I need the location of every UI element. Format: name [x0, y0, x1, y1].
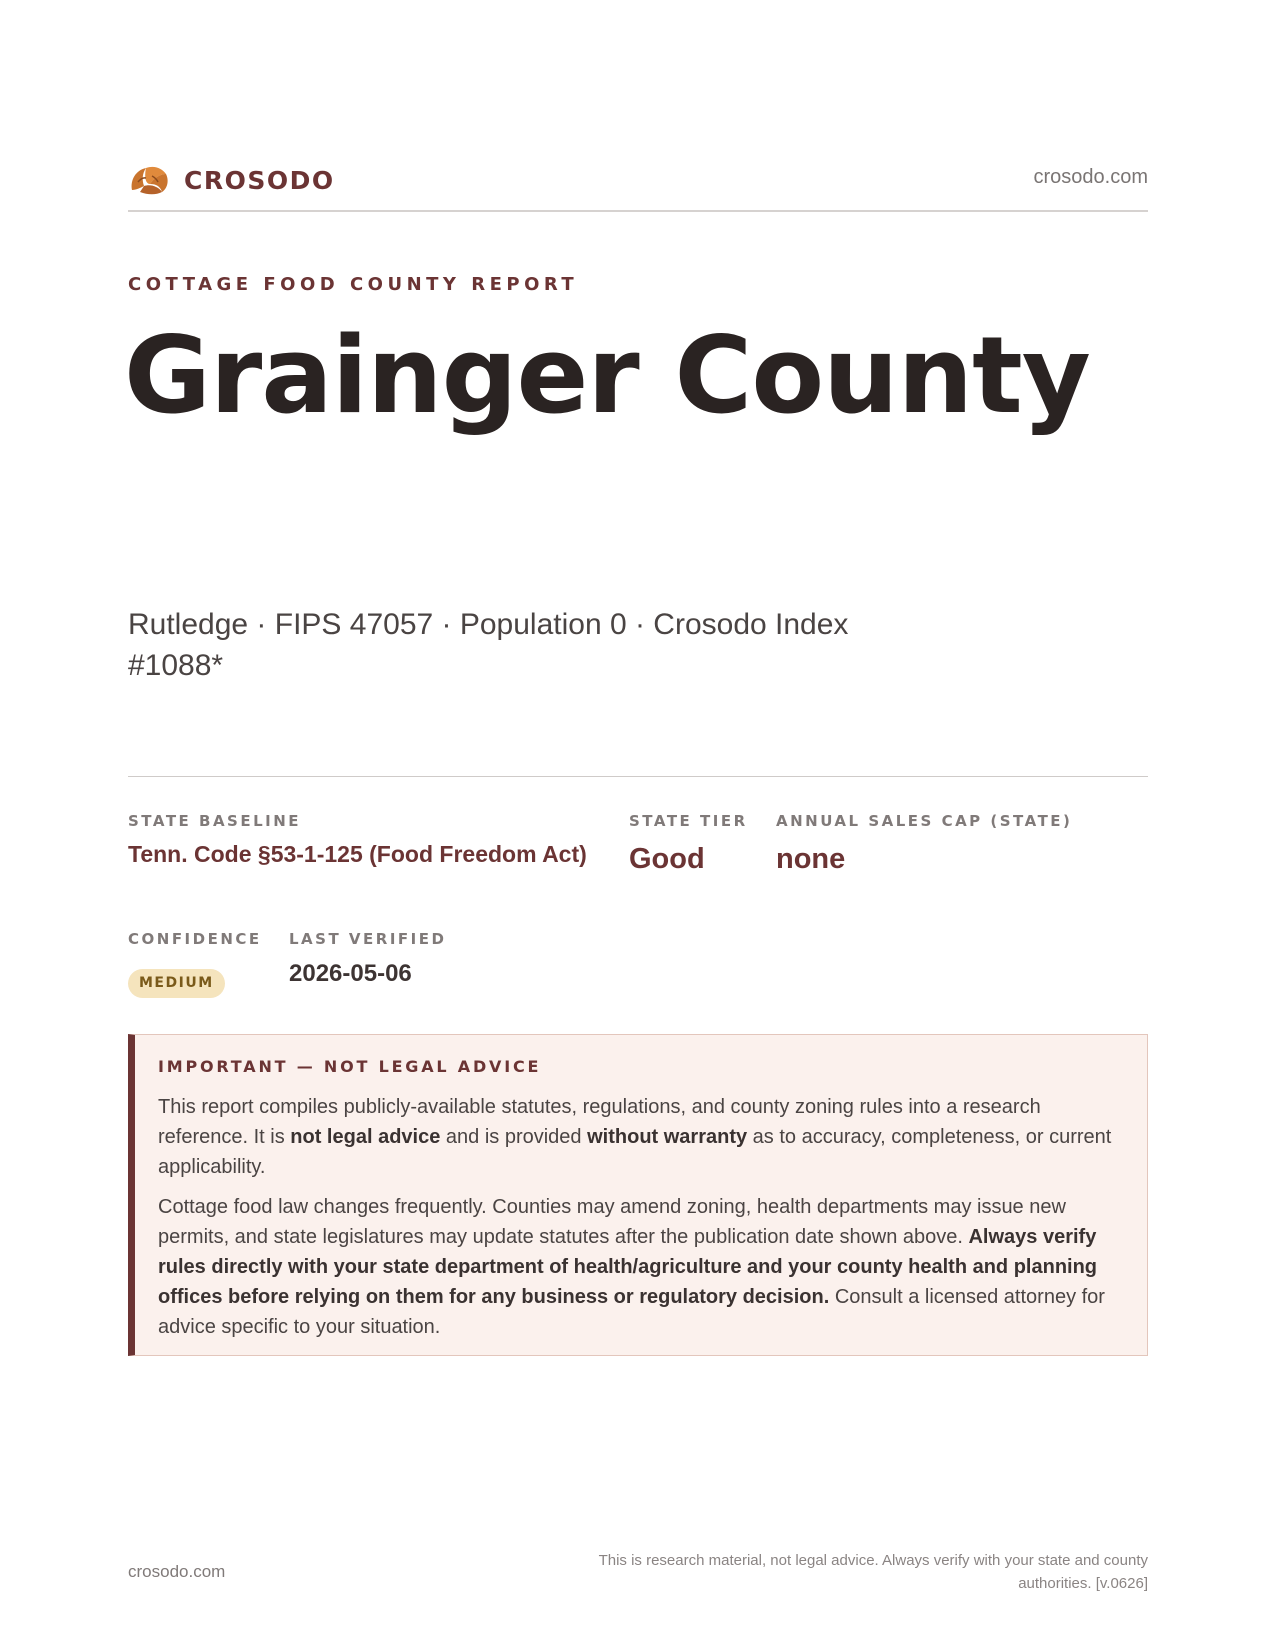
disclaimer-heading: IMPORTANT — NOT LEGAL ADVICE	[158, 1057, 542, 1076]
disclaimer-text: Cottage food law changes frequently. Counties may amend zoning, health departments may issue new permits, and state legislatures may update statutes after the publication date shown above.	[158, 1196, 1066, 1248]
brand[interactable]	[128, 160, 335, 200]
sales-cap-value: none	[776, 843, 846, 875]
state-tier-value: Good	[629, 843, 705, 875]
last-verified-value: 2026-05-06	[289, 960, 412, 987]
last-verified-label: LAST VERIFIED	[289, 930, 447, 948]
disclaimer-paragraph-1	[158, 1092, 1121, 1182]
disclaimer-text: as to accuracy, completeness, or current applicability.	[158, 1126, 1112, 1178]
disclaimer-box	[128, 1034, 1148, 1356]
footer-site: crosodo.com	[128, 1562, 226, 1581]
report-kicker: COTTAGE FOOD COUNTY REPORT	[128, 274, 579, 295]
report-subtitle: Rutledge · FIPS 47057 · Population 0 · Crosodo Index #1088*	[128, 608, 849, 682]
confidence-badge: MEDIUM	[128, 969, 225, 998]
disclaimer-emphasis: not legal advice	[290, 1126, 441, 1148]
disclaimer-emphasis: without warranty	[587, 1126, 748, 1148]
state-baseline-label: STATE BASELINE	[128, 812, 302, 830]
croissant-icon	[128, 160, 170, 200]
sales-cap-label: ANNUAL SALES CAP (STATE)	[776, 812, 1073, 830]
site-link[interactable]: crosodo.com	[1033, 166, 1148, 188]
confidence-label: CONFIDENCE	[128, 930, 262, 948]
disclaimer-paragraph-2	[158, 1192, 1121, 1342]
report-page	[124, 0, 1148, 1650]
footer-note: This is research material, not legal advice. Always verify with your state and county authorities. [v.0626]	[598, 1552, 1148, 1592]
disclaimer-text: This report compiles publicly-available statutes, regulations, and county zoning rules into a research reference. It is	[158, 1096, 1041, 1148]
page-title: Grainger County	[124, 314, 1090, 437]
disclaimer-emphasis: Always verify rules directly with your state department of health/agriculture and your county health and planning offices before relying on them for any business or regulatory decision.	[158, 1226, 1098, 1308]
page-header	[128, 158, 1148, 212]
state-baseline-value: Tenn. Code §53-1-125 (Food Freedom Act)	[128, 841, 587, 867]
section-divider	[128, 776, 1148, 777]
brand-name: CROSODO	[184, 165, 335, 195]
state-tier-label: STATE TIER	[629, 812, 748, 830]
disclaimer-text: Consult a licensed attorney for advice specific to your situation.	[158, 1286, 1105, 1338]
disclaimer-text: and is provided	[440, 1126, 588, 1148]
